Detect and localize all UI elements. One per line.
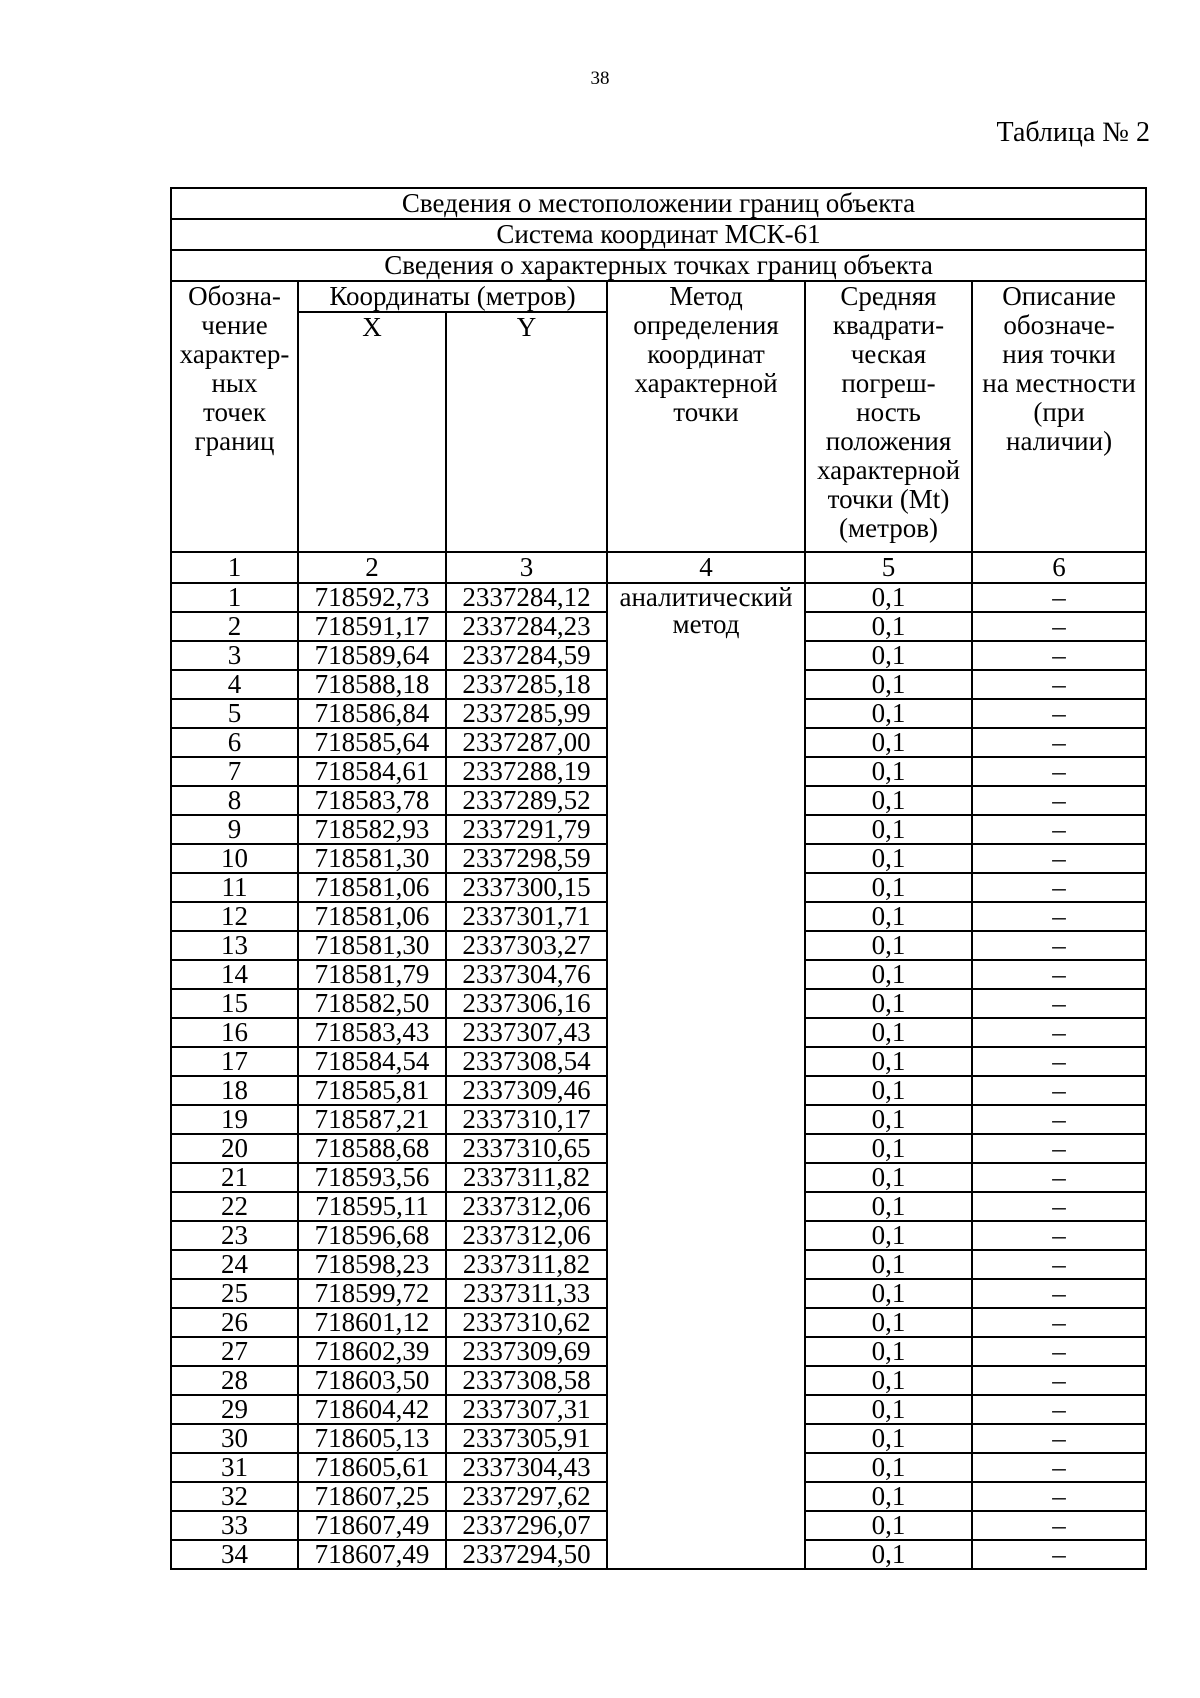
mean-square-error-cell: 0,1 — [805, 699, 972, 728]
mean-square-error-cell: 0,1 — [805, 1105, 972, 1134]
y-coordinate-cell: 2337298,59 — [446, 844, 607, 873]
point-number-cell: 6 — [171, 728, 298, 757]
description-cell: – — [972, 1018, 1146, 1047]
mean-square-error-cell: 0,1 — [805, 815, 972, 844]
description-cell: – — [972, 583, 1146, 612]
x-coordinate-cell: 718583,43 — [298, 1018, 446, 1047]
header-mean-square-error: Средняя квадрати- ческая погреш- ность положения характерной точки (Mt) (метров) — [805, 281, 972, 552]
mean-square-error-cell: 0,1 — [805, 728, 972, 757]
method-text: аналитический — [619, 582, 793, 612]
description-cell: – — [972, 902, 1146, 931]
y-coordinate-cell: 2337297,62 — [446, 1482, 607, 1511]
point-number-cell: 29 — [171, 1395, 298, 1424]
header-description: Описание обозначе- ния точки на местности (при наличии) — [972, 281, 1146, 552]
description-cell: – — [972, 757, 1146, 786]
point-number-cell: 2 — [171, 612, 298, 641]
y-coordinate-cell: 2337287,00 — [446, 728, 607, 757]
table-title-row — [171, 188, 1146, 219]
x-coordinate-cell: 718586,84 — [298, 699, 446, 728]
point-number-cell: 27 — [171, 1337, 298, 1366]
mean-square-error-cell: 0,1 — [805, 960, 972, 989]
column-number: 3 — [446, 552, 607, 583]
mean-square-error-cell: 0,1 — [805, 1221, 972, 1250]
header-y: Y — [446, 312, 607, 552]
mean-square-error-cell: 0,1 — [805, 1250, 972, 1279]
table-title-row — [171, 219, 1146, 250]
x-coordinate-cell: 718591,17 — [298, 612, 446, 641]
point-number-cell: 34 — [171, 1540, 298, 1569]
mean-square-error-cell: 0,1 — [805, 1511, 972, 1540]
point-number-cell: 1 — [171, 583, 298, 612]
mean-square-error-cell: 0,1 — [805, 1134, 972, 1163]
x-coordinate-cell: 718581,06 — [298, 873, 446, 902]
point-number-cell: 25 — [171, 1279, 298, 1308]
y-coordinate-cell: 2337284,59 — [446, 641, 607, 670]
description-cell: – — [972, 1308, 1146, 1337]
description-cell: – — [972, 1047, 1146, 1076]
description-cell: – — [972, 1192, 1146, 1221]
x-coordinate-cell: 718596,68 — [298, 1221, 446, 1250]
column-number: 5 — [805, 552, 972, 583]
header-method: Метод определения координат характерной точки — [607, 281, 805, 552]
description-cell: – — [972, 641, 1146, 670]
description-cell: – — [972, 1482, 1146, 1511]
mean-square-error-cell: 0,1 — [805, 670, 972, 699]
x-coordinate-cell: 718607,49 — [298, 1511, 446, 1540]
header-point-designation: Обозна- чение характер- ных точек границ — [171, 281, 298, 552]
boundary-points-table — [170, 187, 1147, 1570]
column-numbers-row — [171, 552, 1146, 583]
column-number: 1 — [171, 552, 298, 583]
y-coordinate-cell: 2337305,91 — [446, 1424, 607, 1453]
mean-square-error-cell: 0,1 — [805, 1453, 972, 1482]
x-coordinate-cell: 718603,50 — [298, 1366, 446, 1395]
description-cell: – — [972, 1076, 1146, 1105]
description-cell: – — [972, 1250, 1146, 1279]
description-cell: – — [972, 960, 1146, 989]
point-number-cell: 5 — [171, 699, 298, 728]
description-cell: – — [972, 1424, 1146, 1453]
y-coordinate-cell: 2337307,43 — [446, 1018, 607, 1047]
mean-square-error-cell: 0,1 — [805, 989, 972, 1018]
description-cell: – — [972, 815, 1146, 844]
table-title-points: Сведения о характерных точках границ объекта — [171, 250, 1146, 281]
x-coordinate-cell: 718581,06 — [298, 902, 446, 931]
point-number-cell: 31 — [171, 1453, 298, 1482]
point-number-cell: 15 — [171, 989, 298, 1018]
y-coordinate-cell: 2337307,31 — [446, 1395, 607, 1424]
description-cell: – — [972, 844, 1146, 873]
y-coordinate-cell: 2337310,17 — [446, 1105, 607, 1134]
method-cell — [607, 583, 805, 1569]
table-title-coordinate-system: Система координат МСК-61 — [171, 219, 1146, 250]
description-cell: – — [972, 1279, 1146, 1308]
y-coordinate-cell: 2337294,50 — [446, 1540, 607, 1569]
y-coordinate-cell: 2337300,15 — [446, 873, 607, 902]
point-number-cell: 33 — [171, 1511, 298, 1540]
point-number-cell: 26 — [171, 1308, 298, 1337]
x-coordinate-cell: 718599,72 — [298, 1279, 446, 1308]
point-number-cell: 13 — [171, 931, 298, 960]
mean-square-error-cell: 0,1 — [805, 902, 972, 931]
point-number-cell: 17 — [171, 1047, 298, 1076]
page-number: 38 — [590, 68, 610, 89]
y-coordinate-cell: 2337310,65 — [446, 1134, 607, 1163]
x-coordinate-cell: 718595,11 — [298, 1192, 446, 1221]
y-coordinate-cell: 2337285,18 — [446, 670, 607, 699]
y-coordinate-cell: 2337304,43 — [446, 1453, 607, 1482]
x-coordinate-cell: 718582,50 — [298, 989, 446, 1018]
y-coordinate-cell: 2337285,99 — [446, 699, 607, 728]
mean-square-error-cell: 0,1 — [805, 641, 972, 670]
x-coordinate-cell: 718581,30 — [298, 844, 446, 873]
table-title-row — [171, 250, 1146, 281]
point-number-cell: 18 — [171, 1076, 298, 1105]
description-cell: – — [972, 612, 1146, 641]
description-cell: – — [972, 728, 1146, 757]
x-coordinate-cell: 718601,12 — [298, 1308, 446, 1337]
y-coordinate-cell: 2337289,52 — [446, 786, 607, 815]
mean-square-error-cell: 0,1 — [805, 583, 972, 612]
x-coordinate-cell: 718607,49 — [298, 1540, 446, 1569]
point-number-cell: 9 — [171, 815, 298, 844]
table-title-location: Сведения о местоположении границ объекта — [171, 188, 1146, 219]
x-coordinate-cell: 718589,64 — [298, 641, 446, 670]
description-cell: – — [972, 873, 1146, 902]
description-cell: – — [972, 1395, 1146, 1424]
x-coordinate-cell: 718598,23 — [298, 1250, 446, 1279]
description-cell: – — [972, 931, 1146, 960]
point-number-cell: 28 — [171, 1366, 298, 1395]
x-coordinate-cell: 718588,18 — [298, 670, 446, 699]
x-coordinate-cell: 718581,30 — [298, 931, 446, 960]
y-coordinate-cell: 2337291,79 — [446, 815, 607, 844]
y-coordinate-cell: 2337296,07 — [446, 1511, 607, 1540]
x-coordinate-cell: 718585,64 — [298, 728, 446, 757]
mean-square-error-cell: 0,1 — [805, 1337, 972, 1366]
mean-square-error-cell: 0,1 — [805, 612, 972, 641]
y-coordinate-cell: 2337306,16 — [446, 989, 607, 1018]
point-number-cell: 20 — [171, 1134, 298, 1163]
mean-square-error-cell: 0,1 — [805, 1540, 972, 1569]
x-coordinate-cell: 718602,39 — [298, 1337, 446, 1366]
mean-square-error-cell: 0,1 — [805, 1163, 972, 1192]
description-cell: – — [972, 1453, 1146, 1482]
y-coordinate-cell: 2337308,54 — [446, 1047, 607, 1076]
point-number-cell: 19 — [171, 1105, 298, 1134]
mean-square-error-cell: 0,1 — [805, 844, 972, 873]
y-coordinate-cell: 2337304,76 — [446, 960, 607, 989]
mean-square-error-cell: 0,1 — [805, 1279, 972, 1308]
column-number: 6 — [972, 552, 1146, 583]
point-number-cell: 8 — [171, 786, 298, 815]
mean-square-error-cell: 0,1 — [805, 873, 972, 902]
y-coordinate-cell: 2337311,82 — [446, 1250, 607, 1279]
x-coordinate-cell: 718587,21 — [298, 1105, 446, 1134]
x-coordinate-cell: 718581,79 — [298, 960, 446, 989]
y-coordinate-cell: 2337308,58 — [446, 1366, 607, 1395]
column-number: 2 — [298, 552, 446, 583]
method-text: метод — [672, 609, 740, 639]
point-number-cell: 16 — [171, 1018, 298, 1047]
y-coordinate-cell: 2337284,12 — [446, 583, 607, 612]
point-number-cell: 12 — [171, 902, 298, 931]
header-row — [171, 281, 1146, 312]
point-number-cell: 32 — [171, 1482, 298, 1511]
mean-square-error-cell: 0,1 — [805, 1018, 972, 1047]
description-cell: – — [972, 670, 1146, 699]
description-cell: – — [972, 1221, 1146, 1250]
mean-square-error-cell: 0,1 — [805, 931, 972, 960]
x-coordinate-cell: 718583,78 — [298, 786, 446, 815]
x-coordinate-cell: 718607,25 — [298, 1482, 446, 1511]
y-coordinate-cell: 2337288,19 — [446, 757, 607, 786]
table-row — [171, 583, 1146, 612]
header-coordinates: Координаты (метров) — [298, 281, 607, 312]
description-cell: – — [972, 1337, 1146, 1366]
point-number-cell: 7 — [171, 757, 298, 786]
x-coordinate-cell: 718605,61 — [298, 1453, 446, 1482]
description-cell: – — [972, 1366, 1146, 1395]
x-coordinate-cell: 718605,13 — [298, 1424, 446, 1453]
x-coordinate-cell: 718582,93 — [298, 815, 446, 844]
point-number-cell: 11 — [171, 873, 298, 902]
x-coordinate-cell: 718584,54 — [298, 1047, 446, 1076]
x-coordinate-cell: 718593,56 — [298, 1163, 446, 1192]
point-number-cell: 3 — [171, 641, 298, 670]
point-number-cell: 4 — [171, 670, 298, 699]
description-cell: – — [972, 989, 1146, 1018]
mean-square-error-cell: 0,1 — [805, 1424, 972, 1453]
y-coordinate-cell: 2337311,33 — [446, 1279, 607, 1308]
description-cell: – — [972, 1540, 1146, 1569]
header-x: X — [298, 312, 446, 552]
mean-square-error-cell: 0,1 — [805, 1047, 972, 1076]
point-number-cell: 30 — [171, 1424, 298, 1453]
mean-square-error-cell: 0,1 — [805, 1482, 972, 1511]
mean-square-error-cell: 0,1 — [805, 1076, 972, 1105]
y-coordinate-cell: 2337301,71 — [446, 902, 607, 931]
description-cell: – — [972, 786, 1146, 815]
mean-square-error-cell: 0,1 — [805, 1192, 972, 1221]
mean-square-error-cell: 0,1 — [805, 757, 972, 786]
mean-square-error-cell: 0,1 — [805, 786, 972, 815]
y-coordinate-cell: 2337310,62 — [446, 1308, 607, 1337]
y-coordinate-cell: 2337311,82 — [446, 1163, 607, 1192]
x-coordinate-cell: 718585,81 — [298, 1076, 446, 1105]
point-number-cell: 10 — [171, 844, 298, 873]
y-coordinate-cell: 2337309,69 — [446, 1337, 607, 1366]
y-coordinate-cell: 2337309,46 — [446, 1076, 607, 1105]
point-number-cell: 24 — [171, 1250, 298, 1279]
mean-square-error-cell: 0,1 — [805, 1395, 972, 1424]
point-number-cell: 23 — [171, 1221, 298, 1250]
y-coordinate-cell: 2337312,06 — [446, 1192, 607, 1221]
y-coordinate-cell: 2337284,23 — [446, 612, 607, 641]
table-caption: Таблица № 2 — [996, 117, 1150, 148]
description-cell: – — [972, 1105, 1146, 1134]
column-number: 4 — [607, 552, 805, 583]
description-cell: – — [972, 1134, 1146, 1163]
mean-square-error-cell: 0,1 — [805, 1366, 972, 1395]
y-coordinate-cell: 2337312,06 — [446, 1221, 607, 1250]
point-number-cell: 14 — [171, 960, 298, 989]
description-cell: – — [972, 1511, 1146, 1540]
y-coordinate-cell: 2337303,27 — [446, 931, 607, 960]
x-coordinate-cell: 718584,61 — [298, 757, 446, 786]
x-coordinate-cell: 718592,73 — [298, 583, 446, 612]
x-coordinate-cell: 718588,68 — [298, 1134, 446, 1163]
point-number-cell: 22 — [171, 1192, 298, 1221]
description-cell: – — [972, 699, 1146, 728]
description-cell: – — [972, 1163, 1146, 1192]
point-number-cell: 21 — [171, 1163, 298, 1192]
mean-square-error-cell: 0,1 — [805, 1308, 972, 1337]
x-coordinate-cell: 718604,42 — [298, 1395, 446, 1424]
